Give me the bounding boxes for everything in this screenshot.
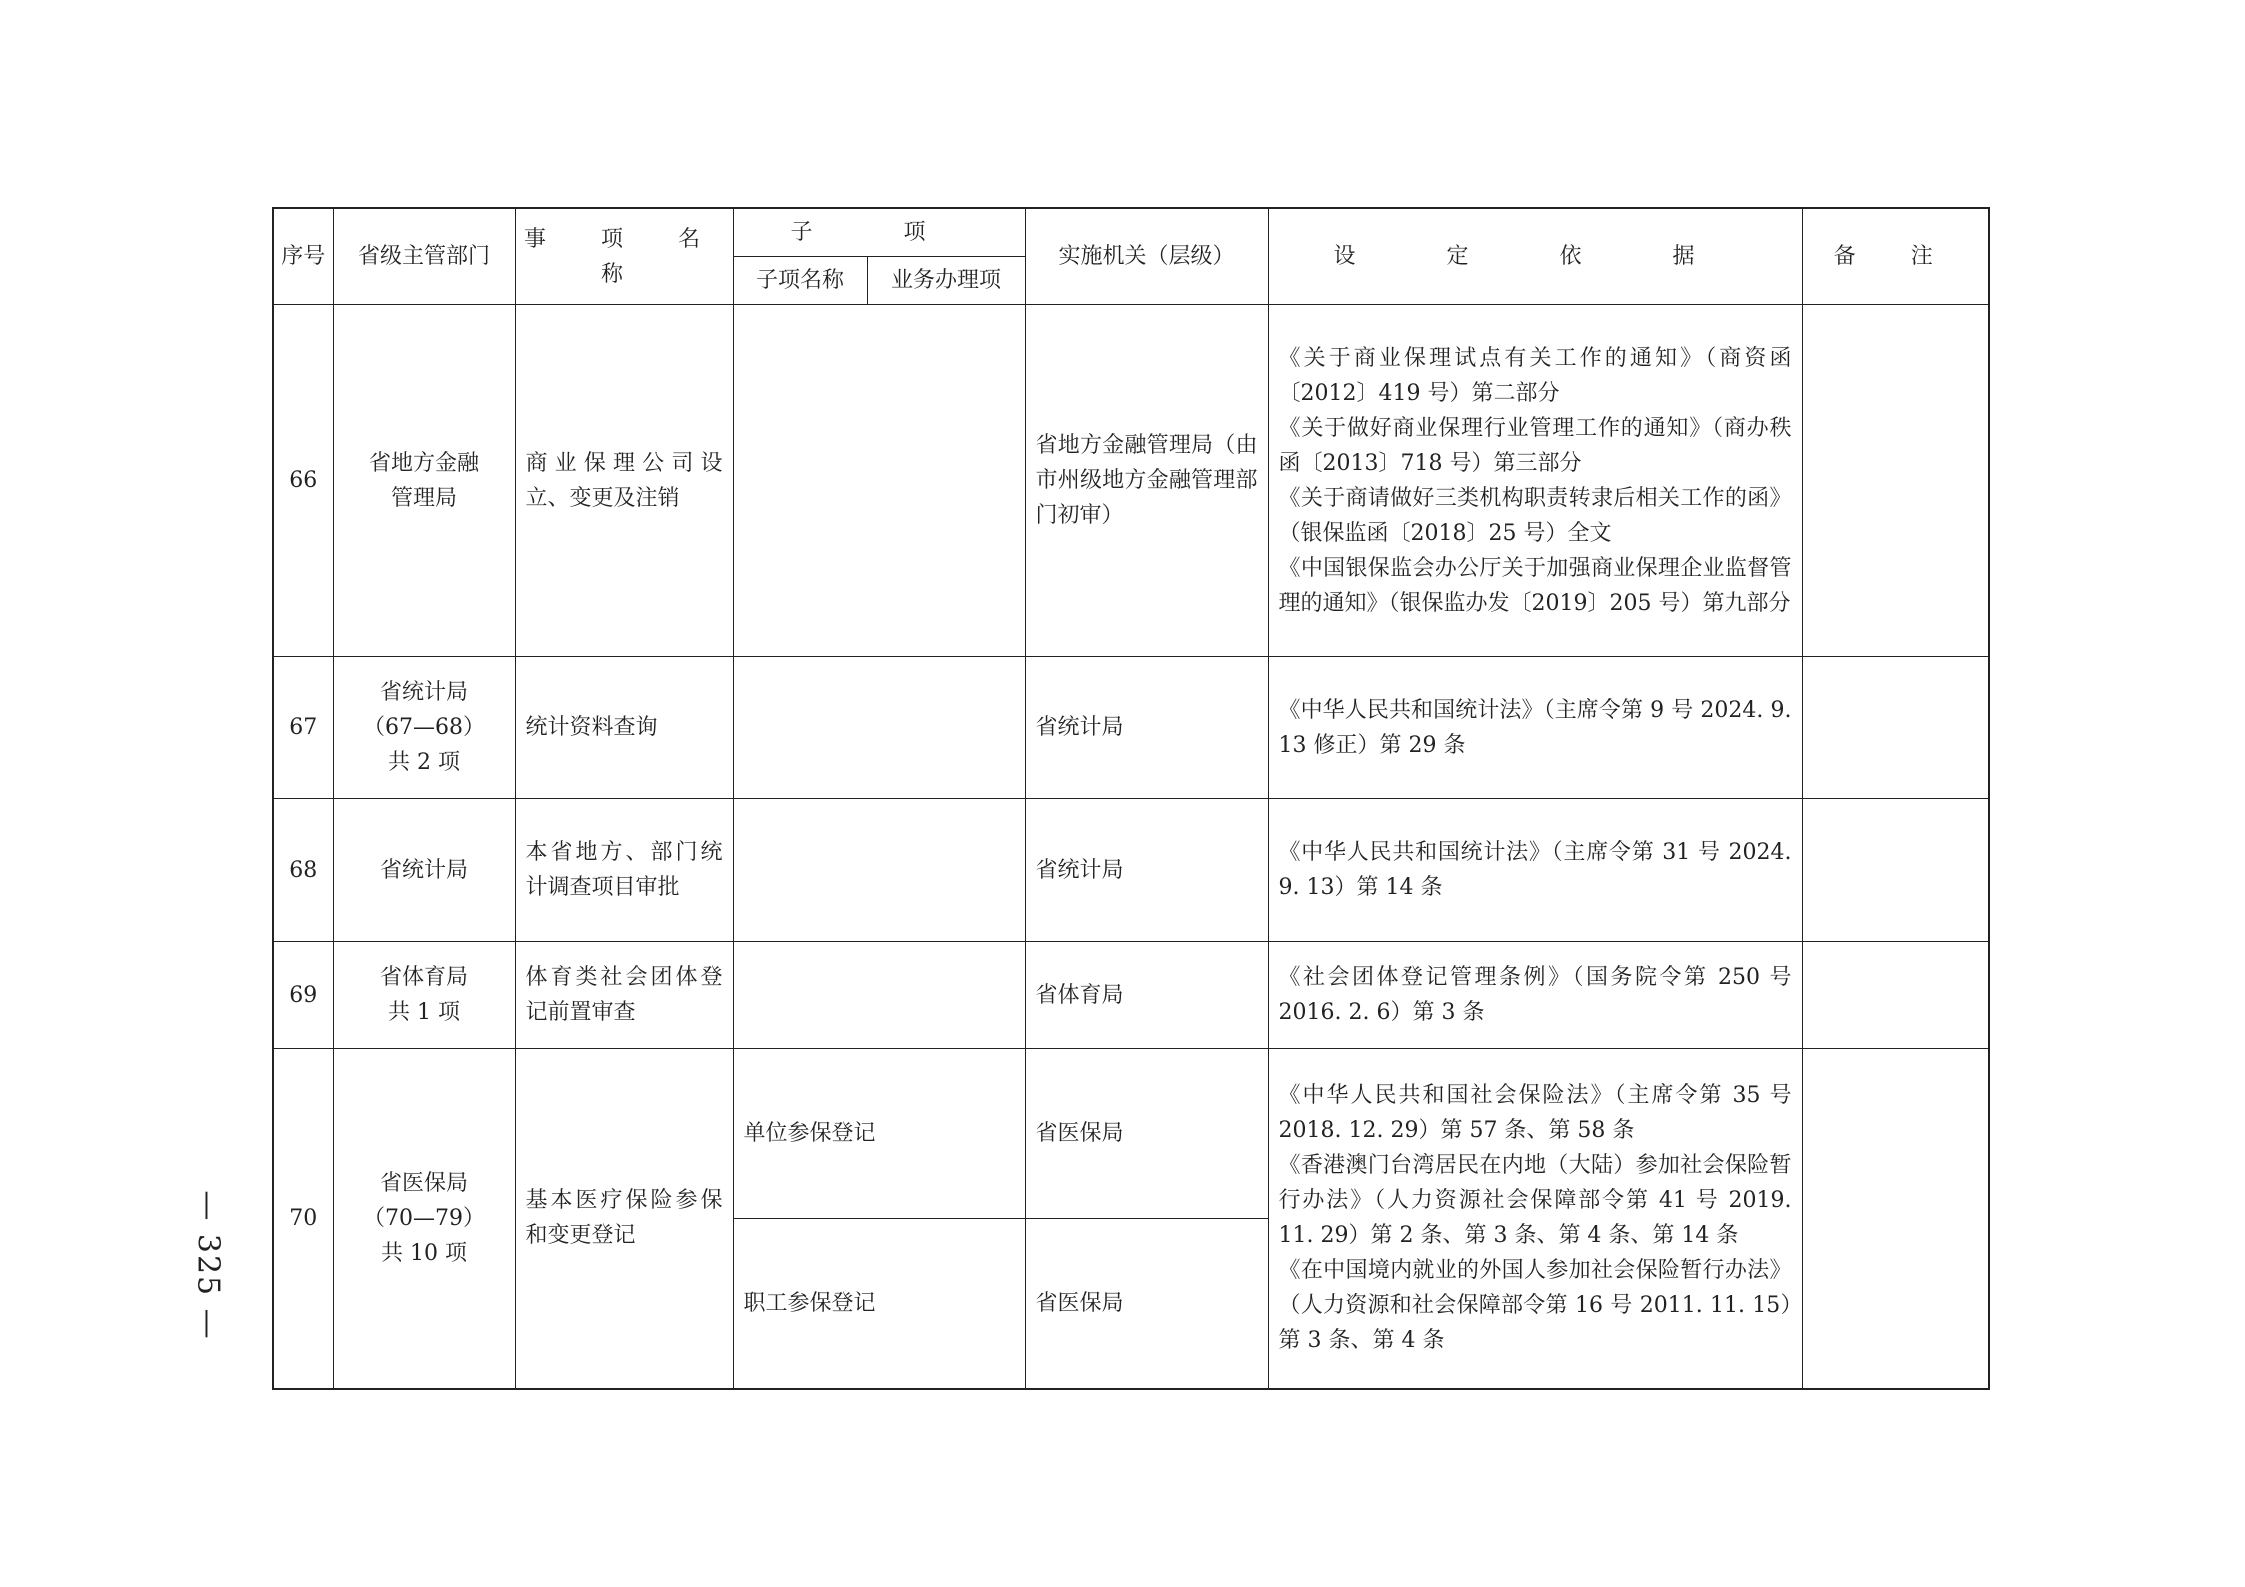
page-number (188, 1175, 228, 1355)
cell-item: 统计资料查询 (515, 657, 733, 799)
header-remarks: 备 注 (1802, 208, 1989, 305)
table-row (273, 657, 1989, 799)
cell-item: 本省地方、部门统计调查项目审批 (515, 799, 733, 942)
items-table (272, 207, 1990, 1390)
cell-sub-empty (733, 657, 1025, 799)
page-number-text: — 325 — (190, 1189, 226, 1341)
cell-remarks (1802, 305, 1989, 657)
table-row (273, 305, 1989, 657)
header-dept: 省级主管部门 (333, 208, 515, 305)
table-row (273, 799, 1989, 942)
cell-basis: 《中华人民共和国统计法》（主席令第 9 号 2024. 9. 13 修正）第 29 条 (1268, 657, 1802, 799)
cell-sub-empty (733, 305, 1025, 657)
cell-seq: 69 (273, 942, 333, 1049)
header-basis: 设 定 依 据 (1268, 208, 1802, 305)
cell-dept: 省统计局 (333, 799, 515, 942)
cell-agency: 省统计局 (1025, 799, 1268, 942)
cell-basis: 《中华人民共和国社会保险法》（主席令第 35 号 2018. 12. 29）第 57 条、第 58 条 《香港澳门台湾居民在内地（大陆）参加社会保险暂行办法》（人力资源社会保障部令第 41 号 2019. 11. 29）第 2 条、第 3 条、第 4 条、第 14 条 《在中国境内就业的外国人参加社会保险暂行办法》（人力资源和社会保障部令第 16 号 2011. 11. 15）第 3 条、第 4 条 (1268, 1049, 1802, 1389)
cell-dept: 省地方金融 管理局 (333, 305, 515, 657)
cell-remarks (1802, 799, 1989, 942)
cell-sub-empty (733, 942, 1025, 1049)
cell-remarks (1802, 1049, 1989, 1389)
cell-dept: 省统计局 （67—68） 共 2 项 (333, 657, 515, 799)
cell-agency: 省地方金融管理局（由市州级地方金融管理部门初审） (1025, 305, 1268, 657)
header-seq: 序号 (273, 208, 333, 305)
cell-seq: 67 (273, 657, 333, 799)
cell-remarks (1802, 942, 1989, 1049)
cell-item: 体育类社会团体登记前置审查 (515, 942, 733, 1049)
cell-sub-name: 职工参保登记 (733, 1219, 1025, 1389)
cell-basis: 《中华人民共和国统计法》（主席令第 31 号 2024. 9. 13）第 14 条 (1268, 799, 1802, 942)
cell-dept: 省体育局 共 1 项 (333, 942, 515, 1049)
cell-dept: 省医保局 （70—79） 共 10 项 (333, 1049, 515, 1389)
cell-agency: 省医保局 (1025, 1049, 1268, 1219)
table-row (273, 942, 1989, 1049)
header-sub-name: 子项名称 (733, 257, 867, 305)
cell-basis: 《关于商业保理试点有关工作的通知》（商资函〔2012〕419 号）第二部分 《关于做好商业保理行业管理工作的通知》（商办秩函〔2013〕718 号）第三部分 《关于商请做好三类机构职责转隶后相关工作的函》（银保监函〔2018〕25 号）全文 《中国银保监会办公厅关于加强商业保理企业监督管理的通知》（银保监办发〔2019〕205 号）第九部分 (1268, 305, 1802, 657)
cell-sub-empty (733, 799, 1025, 942)
cell-remarks (1802, 657, 1989, 799)
header-sub-business: 业务办理项 (867, 257, 1025, 305)
table-row (273, 1049, 1989, 1219)
cell-item: 商业保理公司设立、变更及注销 (515, 305, 733, 657)
cell-agency: 省医保局 (1025, 1219, 1268, 1389)
cell-seq: 70 (273, 1049, 333, 1389)
cell-agency: 省体育局 (1025, 942, 1268, 1049)
cell-sub-name: 单位参保登记 (733, 1049, 1025, 1219)
cell-item: 基本医疗保险参保和变更登记 (515, 1049, 733, 1389)
cell-basis: 《社会团体登记管理条例》（国务院令第 250 号 2016. 2. 6）第 3 条 (1268, 942, 1802, 1049)
header-sub-group: 子 项 (733, 208, 1025, 257)
header-agency: 实施机关（层级） (1025, 208, 1268, 305)
cell-seq: 68 (273, 799, 333, 942)
header-item: 事 项 名 称 (515, 208, 733, 305)
cell-agency: 省统计局 (1025, 657, 1268, 799)
cell-seq: 66 (273, 305, 333, 657)
header-row (273, 208, 1989, 257)
